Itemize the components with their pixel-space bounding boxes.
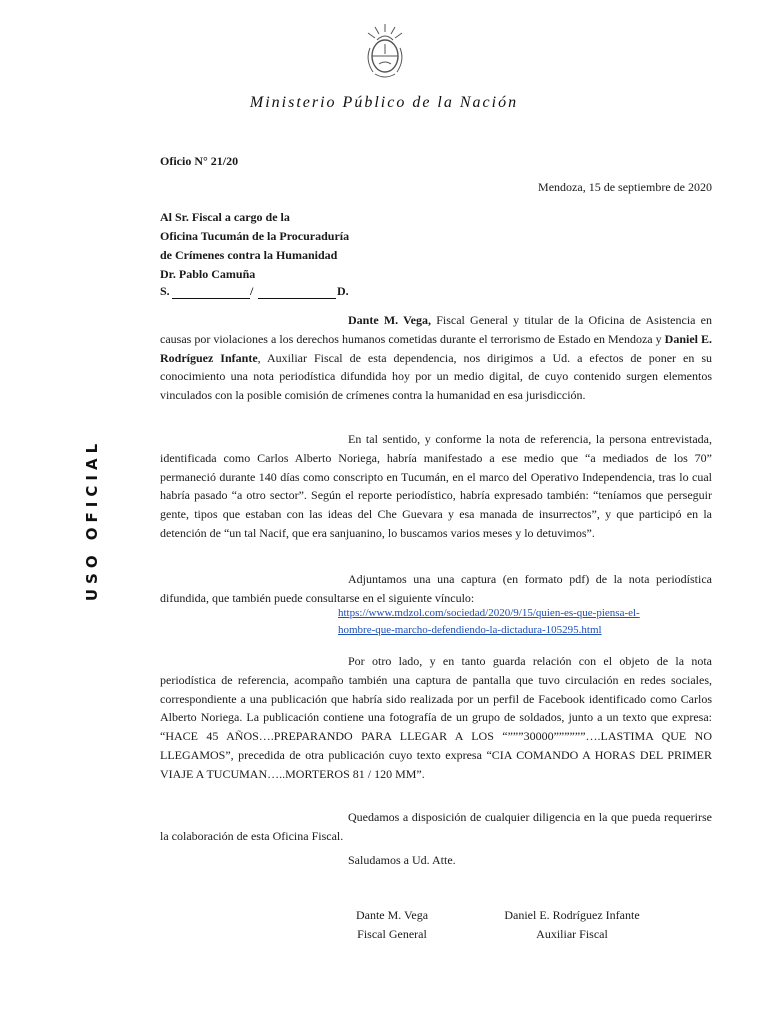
official-use-label: USO OFICIAL [83, 438, 101, 602]
sd-d: D. [337, 284, 349, 298]
closing-greeting: Saludamos a Ud. Atte. [348, 853, 456, 867]
sd-underline [172, 298, 250, 299]
link-line[interactable]: hombre-que-marcho-defendiendo-la-dictadura-105295.html [338, 624, 602, 636]
ministry-header: Ministerio Público de la Nación [249, 94, 519, 111]
signature-name: Dante M. Vega [355, 908, 429, 922]
salutation-sd [160, 284, 352, 303]
signer-name-rodriguez: Daniel E. Rodríguez Infante [160, 331, 713, 365]
addressee-block [160, 208, 349, 284]
signature-vega [330, 906, 454, 944]
news-article-link[interactable] [338, 605, 640, 639]
paragraph-availability: Quedamos a disposición de cualquier diligencia en la que pueda requerirse la colaboración de esta Oficina Fiscal. [160, 810, 712, 843]
signature-title: Fiscal General [357, 927, 427, 941]
signature-name: Daniel E. Rodríguez Infante [504, 908, 640, 922]
signature-rodriguez [480, 906, 664, 944]
signature-title: Auxiliar Fiscal [536, 927, 608, 941]
oficio-number: Oficio N° 21/20 [160, 154, 239, 168]
addressee-line: de Crímenes contra la Humanidad [160, 248, 338, 262]
paragraph-interview: En tal sentido, y conforme la nota de referencia, la persona entrevistada, identificada como Carlos Alberto Noriega, habría manifestado a ese medio que “a mediados de los 70” permaneció durante 140 días como conscripto en Tucumán, en el marco del Operativo Independencia, tras lo cual habría pasado “a otro sector”. Según el reporte periodístico, habría expresado también: “teníamos que perseguir gente, tipos que estaban con las ideas del Che Guevara y esa manada de insurrectos”, y que participó en la detención de “un tal Nacif, que era sanjuanino, lo buscamos varios meses y lo detuvimos”. [160, 432, 712, 540]
letter-date: Mendoza, 15 de septiembre de 2020 [538, 180, 712, 194]
paragraph-text: Fiscal General y titular de la Oficina de Asistencia en causas por violaciones a los derechos humanos cometidas durante el terrorismo de Estado en Mendoza y [160, 313, 712, 346]
paragraph-text: , Auxiliar Fiscal de esta dependencia, nos dirigimos a Ud. a efectos de poner en su conocimiento una nota periodística difundida hoy por un medio digital, de cuyo contenido surgen elementos vinculados con la posible comisión de crímenes contra la humanidad en esa jurisdicción. [160, 350, 712, 403]
sd-slash: / [250, 284, 254, 298]
signer-name-vega: Dante M. Vega, [348, 313, 432, 327]
paragraph-intro [160, 311, 712, 405]
sd-s: S. [160, 284, 170, 298]
addressee-line: Oficina Tucumán de la Procuraduría [160, 229, 350, 243]
addressee-line: Dr. Pablo Camuña [160, 267, 256, 281]
paragraph-attachment: Adjuntamos una una captura (en formato pdf) de la nota periodística difundida, que también puede consultarse en el siguiente vínculo: [160, 572, 712, 605]
addressee-line: Al Sr. Fiscal a cargo de la [160, 210, 290, 224]
sd-underline [258, 298, 336, 299]
paragraph-facebook: Por otro lado, y en tanto guarda relación con el objeto de la nota periodística de referencia, acompaño también una captura de pantalla que tuvo circulación en redes sociales, correspondiente a una publicación que habría sido realizada por un perfil de Facebook identificado como Carlos Alberto Noriega. La publicación contiene una fotografía de un grupo de soldados, junto a un texto que expresa: “HACE 45 AÑOS….PREPARANDO PARA LLEGAR A LOS “”””30000””””””….LASTIMA QUE NO LLEGAMOS”, precedida de otra publicación cuyo texto expresa “CIA COMANDO A HORAS DEL PRIMER VIAJE A TUCUMAN…..MORTEROS 81 / 120 MM”. [160, 654, 712, 781]
national-coat-of-arms-icon [363, 24, 407, 82]
link-line[interactable]: https://www.mdzol.com/sociedad/2020/9/15/quien-es-que-piensa-el- [338, 607, 640, 619]
